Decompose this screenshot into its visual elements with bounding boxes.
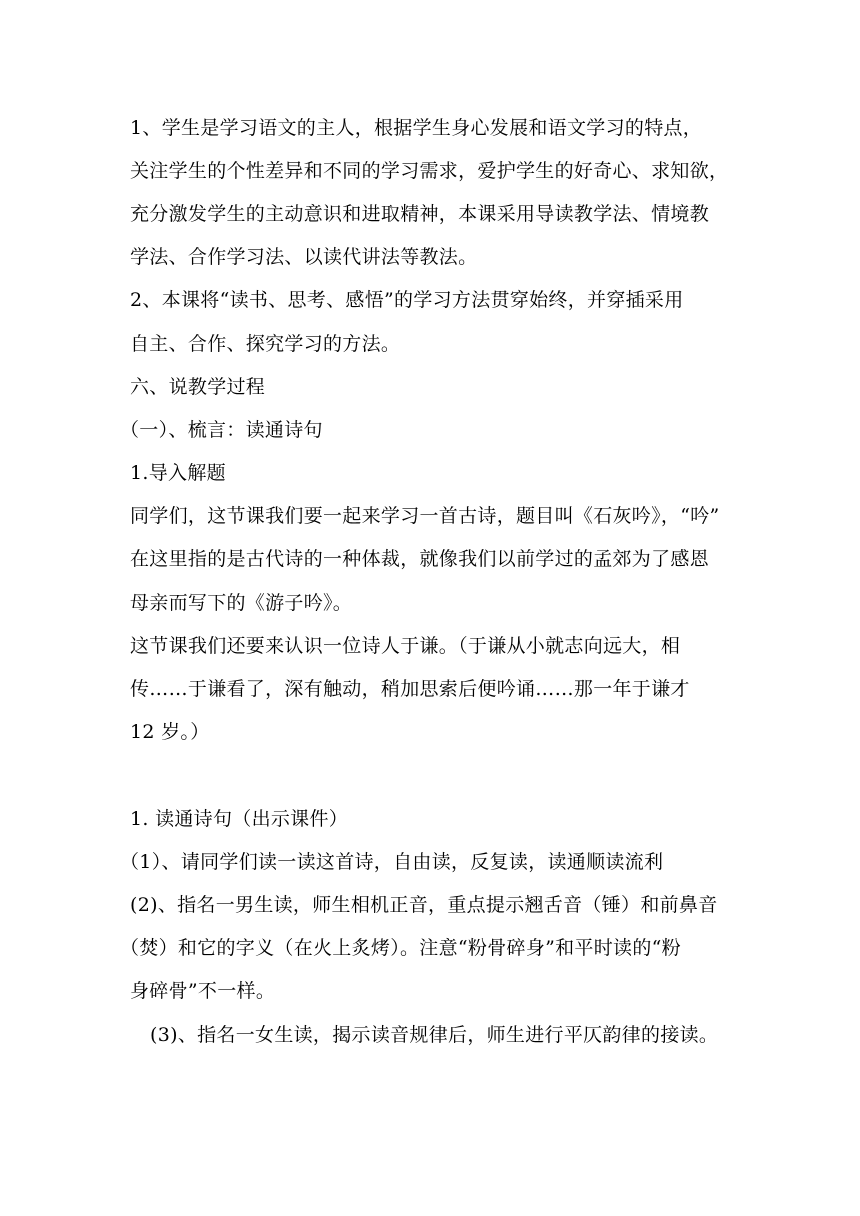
poet-line-2: 传……于谦看了，深有触动，稍加思索后便吟诵……那一年于谦才 xyxy=(130,678,690,700)
intro-line-3: 母亲而写下的《游子吟》。 xyxy=(130,592,353,614)
poet-line-1: 这节课我们还要来认识一位诗人于谦。（于谦从小就志向远大，相 xyxy=(130,635,681,657)
paragraph-1-line-4: 学法、合作学习法、以读代讲法等教法。 xyxy=(130,246,478,268)
paragraph-1-line-3: 充分激发学生的主动意识和进取精神，本课采用导读教学法、情境教 xyxy=(130,203,710,225)
step-heading: 1.导入解题 xyxy=(130,462,226,484)
subsection-heading: （一）、梳言：读通诗句 xyxy=(120,419,323,441)
reading-step-2-line-1: (2)、指名一男生读，师生相机正音，重点提示翘舌音（锤）和前鼻音 xyxy=(130,894,718,916)
poet-line-3: 12 岁。） xyxy=(130,721,210,743)
reading-heading: 1. 读通诗句（出示课件） xyxy=(130,808,349,830)
intro-line-2: 在这里指的是古代诗的一种体裁，就像我们以前学过的孟郊为了感恩 xyxy=(130,548,710,570)
paragraph-2-line-1: 2、本课将“读书、思考、感悟”的学习方法贯穿始终，并穿插采用 xyxy=(130,289,684,311)
paragraph-1-line-2: 关注学生的个性差异和不同的学习需求，爱护学生的好奇心、求知欲， xyxy=(130,160,729,182)
intro-line-1: 同学们，这节课我们要一起来学习一首古诗，题目叫《石灰吟》，“吟” xyxy=(130,505,720,527)
section-heading: 六、说教学过程 xyxy=(130,376,266,398)
reading-step-2-line-3: 身碎骨”不一样。 xyxy=(130,980,276,1002)
reading-step-3: (3)、指名一女生读，揭示读音规律后，师生进行平仄韵律的接读。 xyxy=(150,1024,719,1046)
reading-step-1: （1）、请同学们读一读这首诗，自由读，反复读，读通顺读流利 xyxy=(120,851,664,873)
paragraph-1-line-1: 1、学生是学习语文的主人，根据学生身心发展和语文学习的特点， xyxy=(130,117,703,139)
reading-step-2-line-2: （焚）和它的字义（在火上炙烤）。注意“粉骨碎身”和平时读的“粉 xyxy=(120,937,681,959)
paragraph-2-line-2: 自主、合作、探究学习的方法。 xyxy=(130,333,401,355)
